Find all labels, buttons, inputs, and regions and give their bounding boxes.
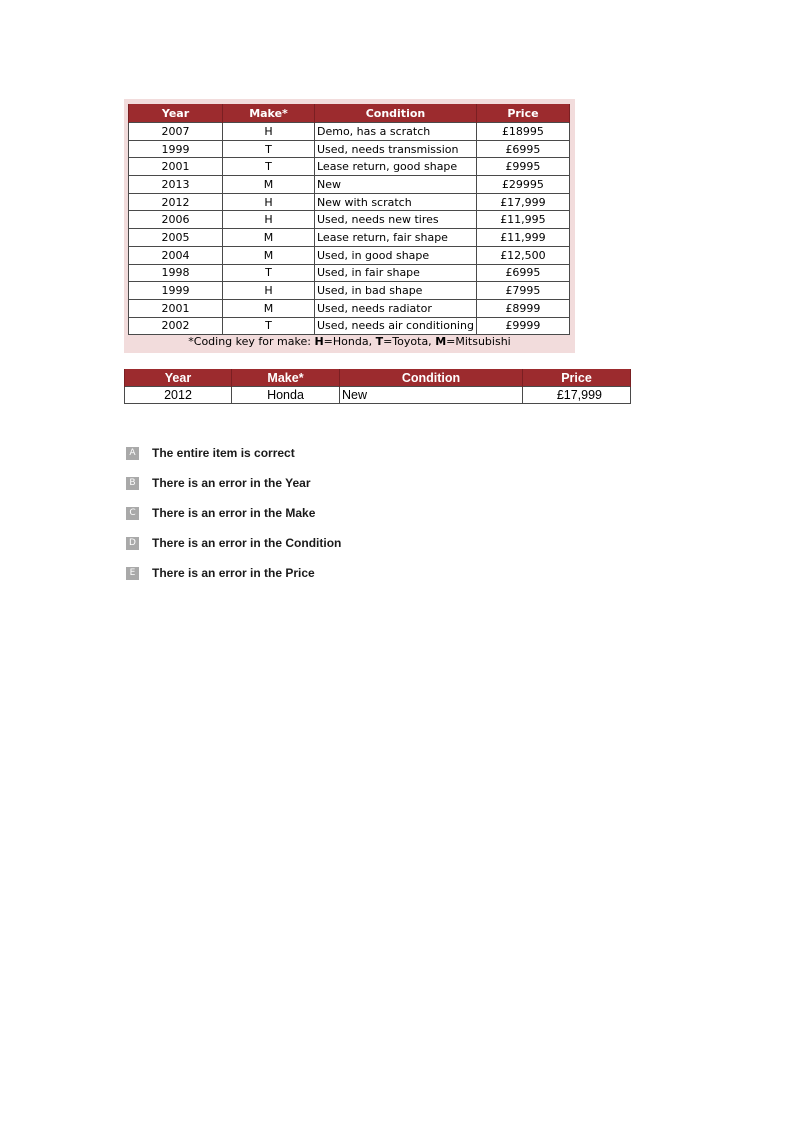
cell-condition: Used, needs new tires (315, 211, 477, 229)
item-price: £17,999 (523, 387, 631, 404)
reference-table-header (129, 104, 570, 123)
item-condition: New (340, 387, 523, 404)
reference-table-row (129, 246, 570, 264)
coding-key-toyota: =Toyota, (383, 335, 436, 348)
cell-price: £11,995 (476, 211, 569, 229)
cell-make: M (223, 246, 315, 264)
cell-price: £9995 (476, 158, 569, 176)
option-c[interactable] (126, 498, 341, 528)
cell-make: T (223, 264, 315, 282)
cell-year: 1999 (129, 282, 223, 300)
cell-price: £18995 (476, 123, 569, 141)
cell-price: £8999 (476, 299, 569, 317)
reference-table (128, 104, 570, 335)
header-condition: Condition (315, 104, 477, 123)
option-e-badge[interactable]: E (126, 567, 139, 580)
cell-price: £7995 (476, 282, 569, 300)
cell-make: M (223, 299, 315, 317)
cell-make: T (223, 140, 315, 158)
item-make: Honda (232, 387, 340, 404)
item-table-header (125, 369, 631, 387)
option-e[interactable] (126, 558, 341, 588)
cell-make: T (223, 317, 315, 335)
reference-table-row (129, 317, 570, 335)
option-a-badge[interactable]: A (126, 447, 139, 460)
item-header-condition: Condition (340, 369, 523, 387)
cell-condition: Used, in good shape (315, 246, 477, 264)
reference-table-row (129, 158, 570, 176)
option-b-label[interactable]: There is an error in the Year (152, 476, 311, 490)
header-make: Make* (223, 104, 315, 123)
reference-table-row (129, 211, 570, 229)
item-year: 2012 (125, 387, 232, 404)
item-header-year: Year (125, 369, 232, 387)
option-d-label[interactable]: There is an error in the Condition (152, 536, 342, 550)
option-e-label[interactable]: There is an error in the Price (152, 566, 315, 580)
reference-table-row (129, 176, 570, 194)
cell-condition: New (315, 176, 477, 194)
coding-key-honda: =Honda, (323, 335, 376, 348)
cell-year: 2005 (129, 229, 223, 247)
cell-price: £6995 (476, 140, 569, 158)
cell-make: H (223, 123, 315, 141)
cell-condition: Used, in bad shape (315, 282, 477, 300)
cell-price: £11,999 (476, 229, 569, 247)
cell-make: M (223, 176, 315, 194)
cell-year: 2007 (129, 123, 223, 141)
cell-year: 2002 (129, 317, 223, 335)
cell-condition: Lease return, good shape (315, 158, 477, 176)
item-header-make: Make* (232, 369, 340, 387)
cell-price: £12,500 (476, 246, 569, 264)
cell-condition: Demo, has a scratch (315, 123, 477, 141)
item-row (125, 387, 631, 404)
cell-condition: Lease return, fair shape (315, 229, 477, 247)
cell-year: 2001 (129, 158, 223, 176)
option-b-badge[interactable]: B (126, 477, 139, 490)
cell-year: 1999 (129, 140, 223, 158)
cell-year: 2001 (129, 299, 223, 317)
cell-condition: Used, needs transmission (315, 140, 477, 158)
option-d[interactable] (126, 528, 341, 558)
header-year: Year (129, 104, 223, 123)
cell-year: 2013 (129, 176, 223, 194)
answer-options (126, 438, 341, 588)
option-d-badge[interactable]: D (126, 537, 139, 550)
cell-price: £17,999 (476, 193, 569, 211)
cell-price: £6995 (476, 264, 569, 282)
coding-key-prefix: *Coding key for make: (188, 335, 315, 348)
reference-table-row (129, 229, 570, 247)
reference-table-row (129, 140, 570, 158)
coding-key-mitsubishi: =Mitsubishi (446, 335, 511, 348)
reference-table-row (129, 264, 570, 282)
coding-key-h: H (314, 335, 324, 348)
coding-key-t: T (375, 335, 384, 348)
cell-year: 2006 (129, 211, 223, 229)
cell-condition: Used, needs radiator (315, 299, 477, 317)
cell-price: £9999 (476, 317, 569, 335)
option-a[interactable] (126, 438, 341, 468)
reference-table-panel (124, 99, 575, 353)
coding-key (124, 335, 575, 348)
option-a-label[interactable]: The entire item is correct (152, 446, 295, 460)
cell-make: T (223, 158, 315, 176)
cell-price: £29995 (476, 176, 569, 194)
cell-condition: Used, needs air conditioning (315, 317, 477, 335)
option-b[interactable] (126, 468, 341, 498)
reference-table-row (129, 299, 570, 317)
option-c-label[interactable]: There is an error in the Make (152, 506, 316, 520)
cell-year: 2004 (129, 246, 223, 264)
reference-table-row (129, 193, 570, 211)
item-table (124, 369, 631, 404)
coding-key-m: M (435, 335, 447, 348)
cell-make: H (223, 282, 315, 300)
reference-table-row (129, 123, 570, 141)
cell-condition: Used, in fair shape (315, 264, 477, 282)
item-header-price: Price (523, 369, 631, 387)
cell-year: 1998 (129, 264, 223, 282)
cell-make: H (223, 193, 315, 211)
cell-make: H (223, 211, 315, 229)
option-c-badge[interactable]: C (126, 507, 139, 520)
cell-condition: New with scratch (315, 193, 477, 211)
cell-year: 2012 (129, 193, 223, 211)
reference-table-row (129, 282, 570, 300)
header-price: Price (476, 104, 569, 123)
cell-make: M (223, 229, 315, 247)
